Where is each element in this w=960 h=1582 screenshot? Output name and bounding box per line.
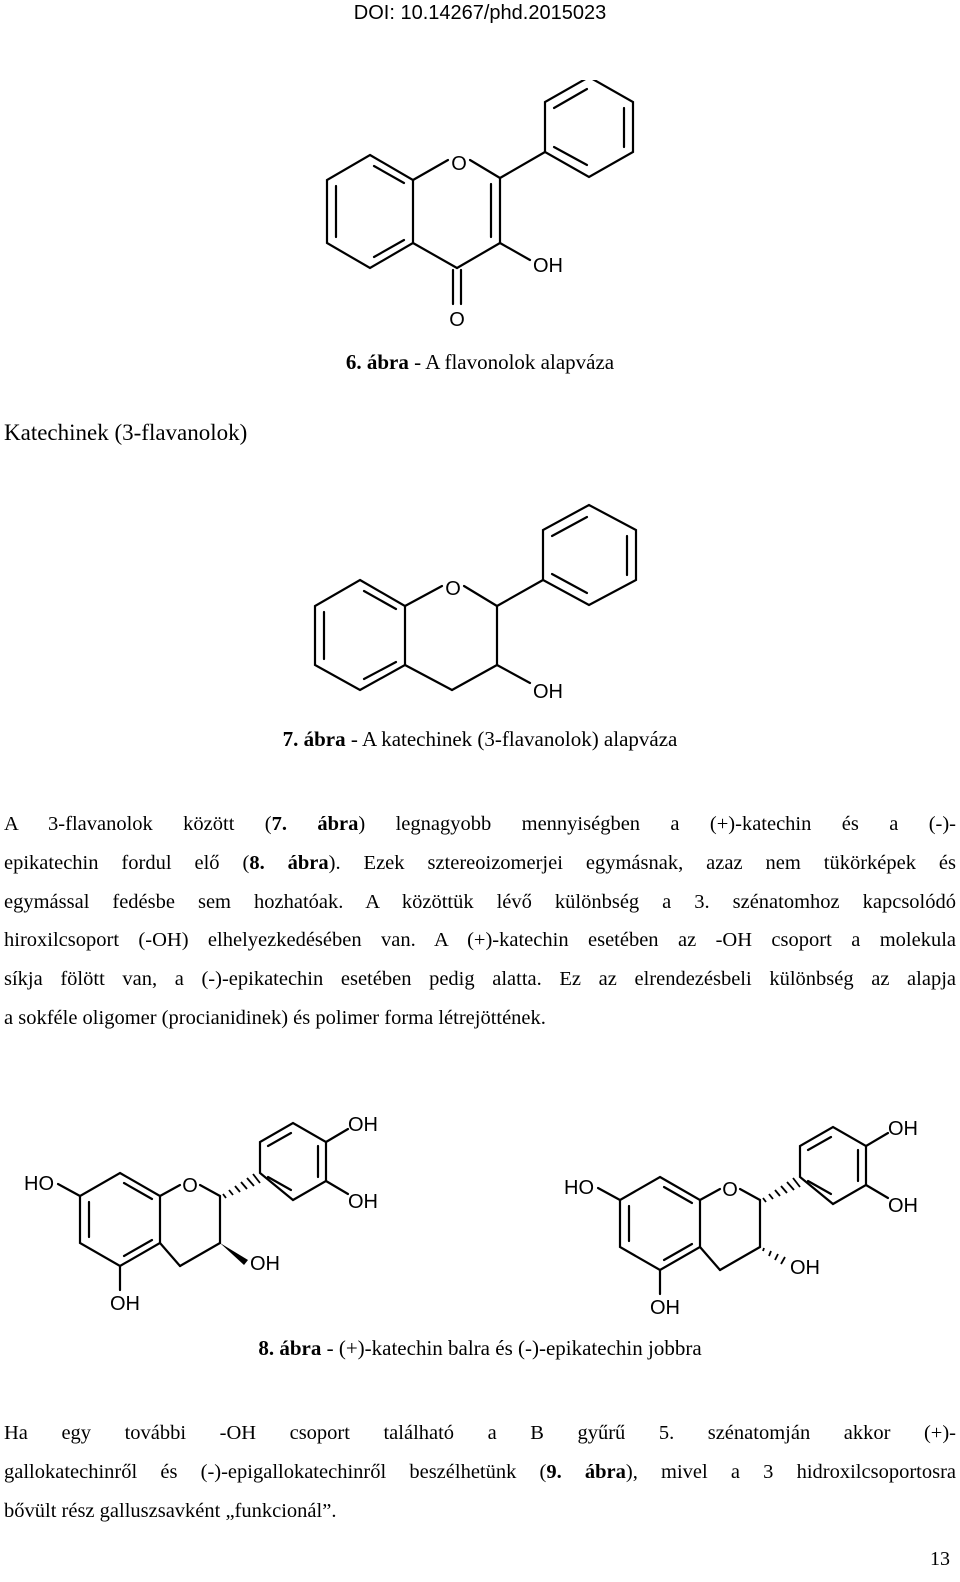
paragraph-line: gallokatechinről és (-)-epigallokatechinről beszélhetünk (9. ábra), mivel a 3 hidroxilcsoportosra [4, 1460, 956, 1483]
paragraph-2 [4, 1414, 956, 1530]
ring-oxygen-label: O [182, 1175, 198, 1197]
paragraph-line: hiroxilcsoport (-OH) elhelyezkedésében van. A (+)-katechin esetében az -OH csoport a molekula [4, 929, 956, 952]
figure-8-epicatechin-structure [555, 1100, 955, 1330]
paragraph-line: egymással fedésbe sem hozhatóak. A közöttük lévő különbség a 3. szénatomhoz kapcsolódó [4, 890, 956, 913]
figure-8-caption: 8. ábra - (+)-katechin balra és (-)-epikatechin jobbra [258, 1336, 702, 1360]
figure-6-structure [300, 80, 660, 340]
hydroxyl-label: OH [533, 681, 563, 703]
ring-oxygen-label: O [445, 578, 461, 600]
hydroxyl-label: OH [110, 1293, 140, 1315]
paragraph-line: A 3-flavanolok között (7. ábra) legnagyobb mennyiségben a (+)-katechin és a (-)- [4, 813, 957, 835]
hydroxyl-label: HO [24, 1173, 54, 1195]
hydroxyl-label: OH [348, 1114, 378, 1136]
hydroxyl-label: OH [250, 1253, 280, 1275]
hydroxyl-label: OH [790, 1257, 820, 1279]
hydroxyl-label: OH [888, 1195, 918, 1217]
paragraph-line: bővült rész galluszsavként „funkcionál”. [4, 1499, 337, 1522]
figure-7-caption: 7. ábra - A katechinek (3-flavanolok) alapváza [282, 727, 678, 751]
ring-oxygen-label: O [722, 1179, 738, 1201]
figure-7-structure [300, 500, 660, 710]
paragraph-1 [4, 805, 956, 1038]
paragraph-line: epikatechin fordul elő (8. ábra). Ezek sztereoizomerjei egymásnak, azaz nem tükörképek és [4, 851, 956, 874]
hydroxyl-label: OH [650, 1297, 680, 1319]
figure-6-caption: 6. ábra - A flavonolok alapváza [345, 350, 615, 374]
hydroxyl-label: OH [533, 255, 563, 277]
hydroxyl-label: OH [348, 1191, 378, 1213]
hydroxyl-label: HO [564, 1177, 594, 1199]
ring-oxygen-label: O [451, 153, 467, 175]
figure-8-catechin-structure [20, 1100, 440, 1330]
page-number: 13 [930, 1548, 950, 1570]
carbonyl-oxygen-label: O [449, 309, 465, 331]
hydroxyl-label: OH [888, 1118, 918, 1140]
doi-header: DOI: 10.14267/phd.2015023 [353, 2, 607, 24]
section-heading: Katechinek (3-flavanolok) [4, 420, 248, 445]
paragraph-line: a sokféle oligomer (procianidinek) és polimer forma létrejöttének. [4, 1006, 546, 1029]
paragraph-line: Ha egy további -OH csoport található a B gyűrű 5. szénatomján akkor (+)- [4, 1422, 956, 1444]
paragraph-line: síkja fölött van, a (-)-epikatechin esetében pedig alatta. Ez az elrendezésbeli különbség az alapja [4, 968, 956, 991]
